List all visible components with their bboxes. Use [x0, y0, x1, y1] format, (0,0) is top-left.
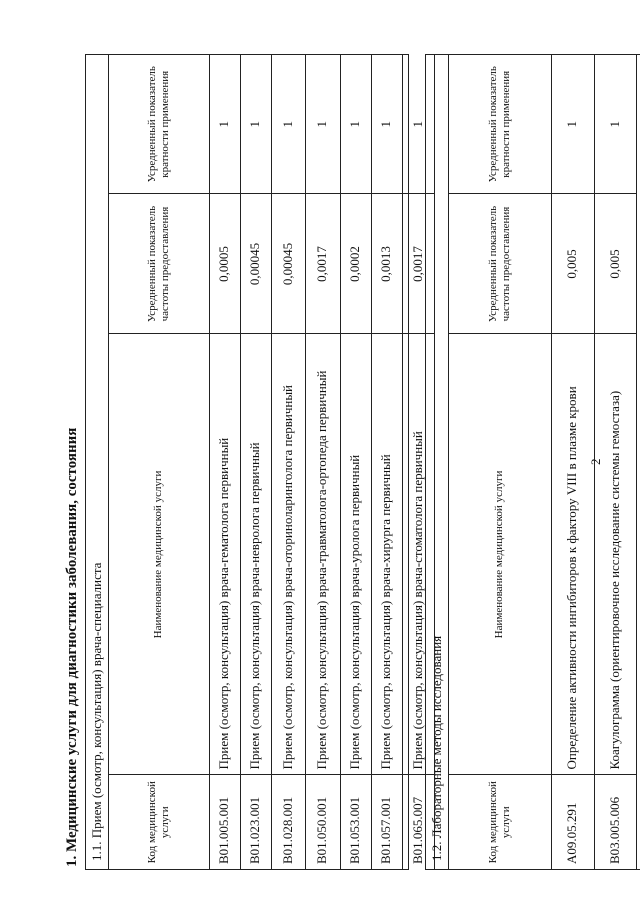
table-2-subtitle: 1.2. Лабораторные методы исследования — [426, 55, 449, 869]
cell-frequency: 0,00045 — [240, 194, 271, 334]
table-2-body — [551, 55, 636, 869]
table-row — [209, 55, 240, 869]
cell-frequency: 0,0017 — [305, 194, 340, 334]
cell-code: B01.065.007 — [402, 775, 434, 869]
header-code: Код медицинской услуги — [449, 775, 551, 869]
header-name: Наименование медицинской услуги — [109, 334, 209, 775]
cell-service-name: Прием (осмотр, консультация) врача-оториноларинголога первичный — [271, 334, 305, 775]
cell-frequency: 0,005 — [551, 194, 594, 334]
header-name: Наименование медицинской услуги — [449, 334, 551, 775]
cell-frequency: 0,005 — [594, 194, 636, 334]
cell-code: B01.057.001 — [371, 775, 402, 869]
cell-multiplicity: 1 — [271, 55, 305, 194]
cell-frequency: 0,0002 — [340, 194, 371, 334]
cell-service-name: Прием (осмотр, консультация) врача-гематолога первичный — [209, 334, 240, 775]
cell-multiplicity: 1 — [402, 55, 434, 194]
cell-frequency: 0,00045 — [271, 194, 305, 334]
cell-multiplicity: 1 — [240, 55, 271, 194]
cell-multiplicity: 1 — [340, 55, 371, 194]
header-frequency: Усредненный показатель частоты предоставления — [449, 194, 551, 334]
cell-multiplicity: 1 — [305, 55, 340, 194]
page-number: 2 — [588, 458, 603, 465]
table-1-subtitle: 1.1. Прием (осмотр, консультация) врача-специалиста — [86, 55, 109, 869]
cell-frequency: 0,0013 — [371, 194, 402, 334]
table-1-body — [209, 55, 434, 869]
table-2-container — [425, 54, 640, 870]
cell-code: B01.005.001 — [209, 775, 240, 869]
cell-service-name: Прием (осмотр, консультация) врача-травматолога-ортопеда первичный — [305, 334, 340, 775]
cell-code: B03.005.006 — [594, 775, 636, 869]
header-code: Код медицинской услуги — [109, 775, 209, 869]
table-1-container — [85, 54, 425, 870]
cell-frequency: 0,0017 — [402, 194, 434, 334]
table-row — [271, 55, 305, 869]
cell-service-name: Прием (осмотр, консультация) врача-невролога первичный — [240, 334, 271, 775]
section-title: 1. Медицинские услуги для диагностики заболевания, состояния — [64, 427, 80, 867]
cell-code: B01.028.001 — [271, 775, 305, 869]
table-row — [551, 55, 594, 869]
header-multiplicity: Усредненный показатель кратности применения — [449, 55, 551, 194]
cell-service-name: Прием (осмотр, консультация) врача-хирурга первичный — [371, 334, 402, 775]
cell-service-name: Определение активности ингибиторов к фактору VIII в плазме крови — [551, 334, 594, 775]
cell-code: B01.053.001 — [340, 775, 371, 869]
table-row — [305, 55, 340, 869]
table-1 — [109, 55, 435, 869]
table-row — [240, 55, 271, 869]
cell-code: B01.023.001 — [240, 775, 271, 869]
cell-multiplicity: 1 — [594, 55, 636, 194]
cell-frequency: 0,0005 — [209, 194, 240, 334]
cell-service-name: Прием (осмотр, консультация) врача-уролога первичный — [340, 334, 371, 775]
header-multiplicity: Усредненный показатель кратности применения — [109, 55, 209, 194]
cell-multiplicity: 1 — [371, 55, 402, 194]
cell-service-name: Коагулограмма (ориентировочное исследование системы гемостаза) — [594, 334, 636, 775]
cell-code: A09.05.291 — [551, 775, 594, 869]
header-frequency: Усредненный показатель частоты предоставления — [109, 194, 209, 334]
cell-service-name: Прием (осмотр, консультация) врача-стоматолога первичный — [402, 334, 434, 775]
cell-multiplicity: 1 — [551, 55, 594, 194]
cell-multiplicity: 1 — [209, 55, 240, 194]
cell-code: B01.050.001 — [305, 775, 340, 869]
table-2 — [449, 55, 637, 869]
table-row — [340, 55, 371, 869]
table-row — [371, 55, 402, 869]
table-row — [594, 55, 636, 869]
